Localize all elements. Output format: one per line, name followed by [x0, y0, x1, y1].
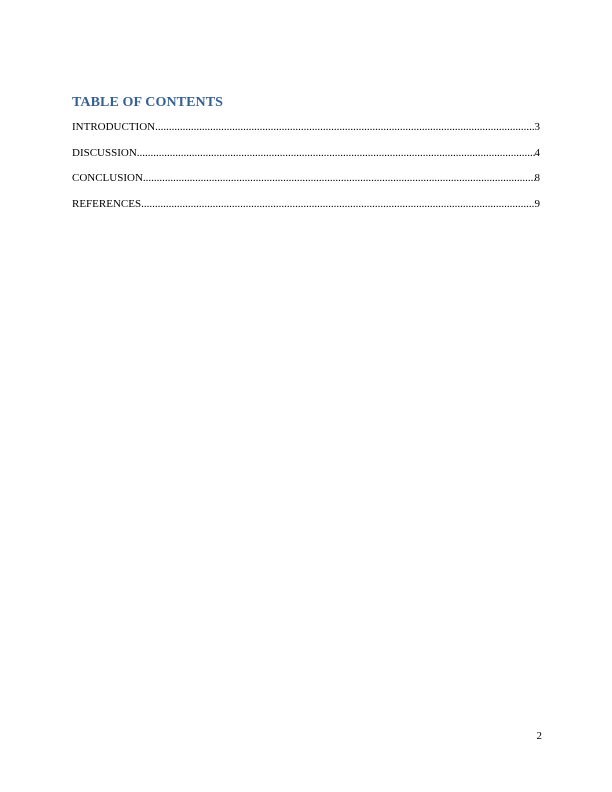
toc-entry-conclusion[interactable] [72, 170, 540, 196]
toc-entry-page: 8 [534, 172, 540, 184]
toc-entry-title: DISCUSSION [72, 146, 137, 159]
toc-entry-page: 3 [534, 121, 540, 133]
toc-heading: TABLE OF CONTENTS [72, 95, 224, 110]
toc-entry-discussion[interactable] [72, 145, 540, 171]
toc-entry-page: 9 [534, 197, 540, 210]
toc-entry-page: 4 [534, 146, 540, 159]
toc-entry-title: INTRODUCTION [72, 121, 156, 133]
toc-dot-leader [155, 119, 534, 135]
toc-entry-references[interactable] [72, 196, 540, 222]
page-number: 2 [536, 730, 542, 742]
toc-dot-leader [143, 170, 535, 186]
toc-list [72, 119, 540, 221]
toc-dot-leader [141, 196, 534, 212]
toc-entry-title: REFERENCES [72, 197, 142, 210]
toc-dot-leader [137, 145, 535, 161]
toc-entry-introduction[interactable] [72, 119, 540, 145]
toc-entry-title: CONCLUSION [72, 172, 143, 184]
